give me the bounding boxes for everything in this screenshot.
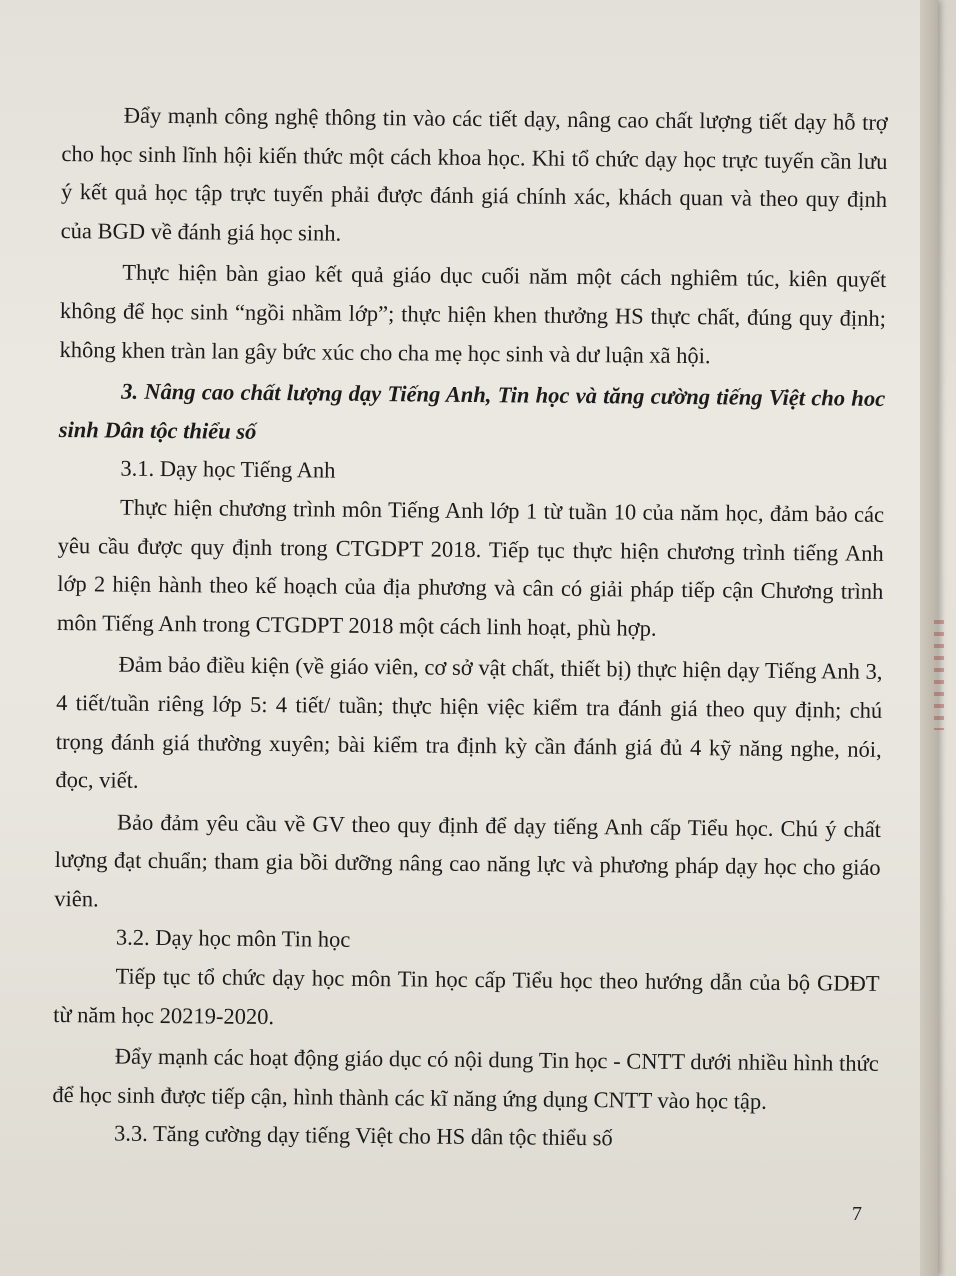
page-number: 7 — [852, 1203, 862, 1225]
paragraph-handover-results: Thực hiện bàn giao kết quả giáo dục cuối năm một cách nghiêm túc, kiên quyết không để học sinh “ngồi nhầm lớp”; thực hiện khen thưởng HS thực chất, đúng quy định; không khen tràn lan gây bức xúc cho cha mẹ học sinh và dư luận xã hội. — [59, 259, 887, 368]
paragraph-it-teaching: Đẩy mạnh công nghệ thông tin vào các tiết dạy, nâng cao chất lượng tiết dạy hỗ trợ cho học sinh lĩnh hội kiến thức một cách khoa học. Khi tổ chức dạy học trực tuyến cần lưu ý kết quả học tập trực tuyến phải được đánh giá chính xác, khách quan và theo quy định của BGD về đánh giá học sinh. — [60, 102, 888, 246]
subheading-3-3: 3.3. Tăng cường dạy tiếng Việt cho HS dân tộc thiểu số — [113, 1120, 613, 1151]
section-heading-3: 3. Nâng cao chất lượng dạy Tiếng Anh, Tin học và tăng cường tiếng Việt cho hoc sinh Dân tộc thiểu số — [58, 378, 886, 444]
page-content — [52, 96, 888, 1161]
margin-mark — [934, 620, 944, 730]
paragraph-teacher-requirements: Bảo đảm yêu cầu về GV theo quy định để dạy tiếng Anh cấp Tiểu học. Chú ý chất lượng đạt chuẩn; tham gia bồi dưỡng nâng cao năng lực và phương pháp dạy học cho giáo viên. — [54, 809, 882, 912]
paragraph-it-subject: Tiếp tục tổ chức dạy học môn Tin học cấp Tiểu học theo hướng dẫn của bộ GDĐT từ năm học 20219-2020. — [53, 963, 880, 1029]
subheading-3-1: 3.1. Dạy học Tiếng Anh — [120, 455, 336, 483]
paragraph-english-program: Thực hiện chương trình môn Tiếng Anh lớp 1 từ tuần 10 của năm học, đảm bảo các yêu cầu được quy định trong CTGDPT 2018. Tiếp tục thực hiện chương trình tiếng Anh lớp 2 hiện hành theo kế hoạch của địa phương và cân có giải pháp tiếp cận Chương trình môn Tiếng Anh trong CTGDPT 2018 một cách linh hoạt, phù hợp. — [56, 494, 885, 641]
paragraph-it-activities: Đẩy mạnh các hoạt động giáo dục có nội dung Tin học - CNTT dưới nhiều hình thức để học sinh được tiếp cận, hình thành các kĩ năng ứng dụng CNTT vào học tập. — [52, 1043, 879, 1114]
paragraph-english-conditions: Đảm bảo điều kiện (về giáo viên, cơ sở vật chất, thiết bị) thực hiện dạy Tiếng Anh 3, 4 tiết/tuần riêng lớp 5: 4 tiết/ tuần; thực hiện việc kiểm tra đánh giá theo quy định; chú trọng đánh giá thường xuyên; bài kiểm tra định kỳ cần đánh giá đủ 4 kỹ năng nghe, nói, đọc, viết. — [55, 651, 883, 793]
subheading-3-2: 3.2. Dạy học môn Tin học — [115, 925, 351, 953]
